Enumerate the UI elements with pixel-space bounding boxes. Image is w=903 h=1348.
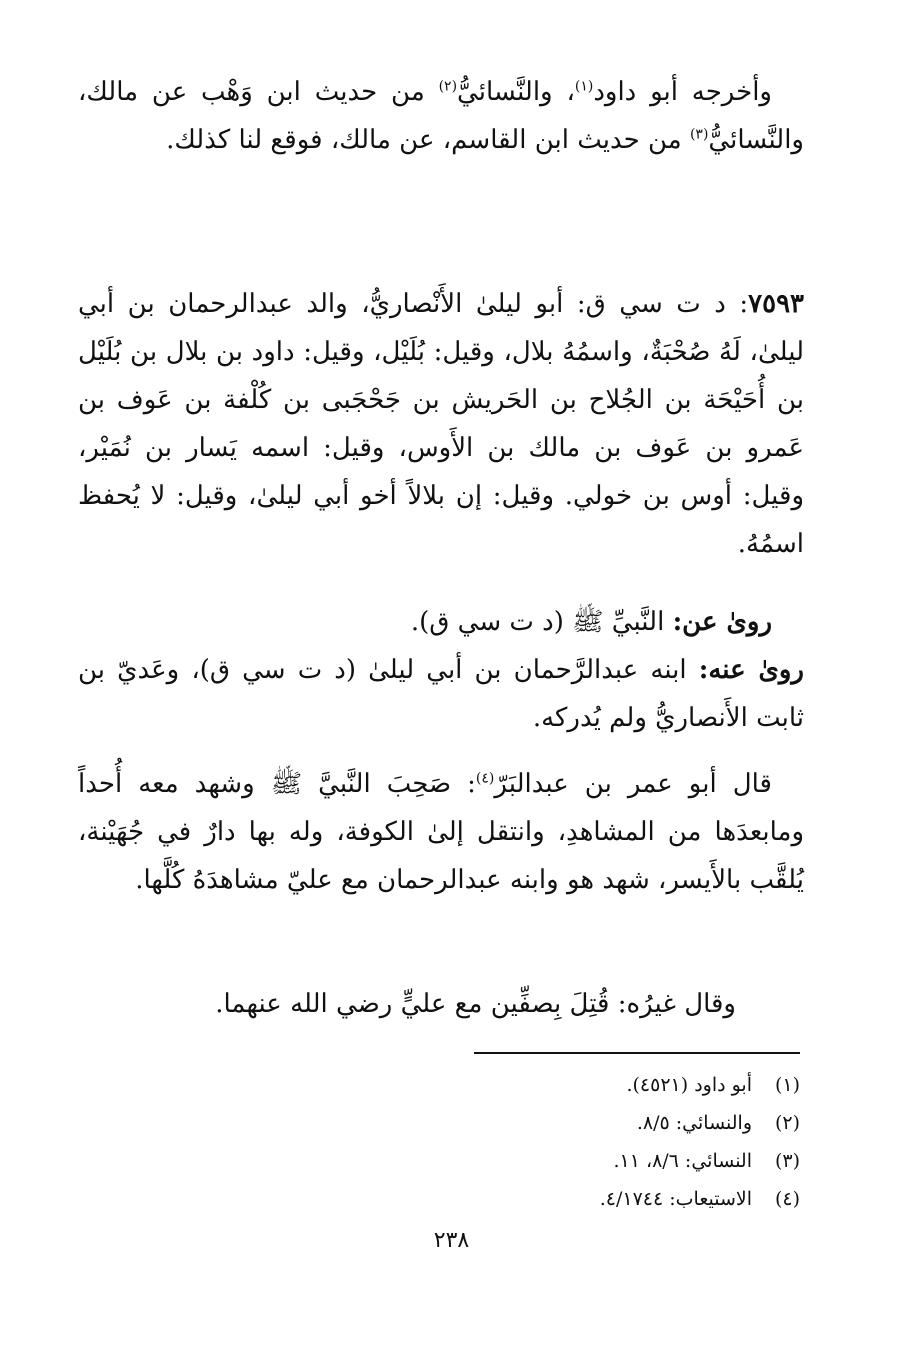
paragraph-text: من حديث ابن القاسم، عن مالك، فوقع لنا كذلك.: [166, 125, 690, 155]
footnote-number: (٢): [774, 1112, 800, 1134]
footnote-reference[interactable]: (٢): [438, 78, 458, 95]
footnote-number: (٣): [774, 1150, 800, 1172]
paragraph-text: وقال غيرُه: قُتِلَ بِصفِّين مع عليٍّ رضي الله عنهما.: [215, 989, 736, 1019]
narrated-from-line: [78, 598, 804, 646]
footnote-reference[interactable]: (٤): [475, 770, 495, 787]
footnote-text: والنسائي: ٨/٥.: [636, 1112, 752, 1134]
narrated-from-text: النَّبيِّ ﷺ (د ت سي ق).: [410, 607, 673, 637]
narrated-by-label: روىٰ عنه:: [698, 655, 804, 685]
footnote-number: (١): [774, 1074, 800, 1096]
paragraph-text: ، والنَّسائيُّ: [457, 77, 575, 107]
paragraph-text: وأخرجه أبو داود: [593, 77, 772, 107]
footnote-item: [300, 1180, 800, 1218]
paragraph-takhrij: [78, 68, 804, 164]
page-number: ٢٣٨: [433, 1228, 470, 1253]
footnote-text: أبو داود (٤٥٢١).: [626, 1074, 752, 1096]
narrated-from-label: روىٰ عن:: [672, 607, 772, 637]
narrated-by-text: ابنه عبدالرَّحمان بن أبي ليلىٰ (د ت سي ق)، وعَديّ بن ثابت الأَنصاريُّ ولم يُدركه.: [78, 655, 804, 733]
footnote-text: الاستيعاب: ٤/١٧٤٤.: [599, 1188, 752, 1210]
paragraph-text: : صَحِبَ النَّبيَّ ﷺ وشهد معه أُحداً ومابعدَها من المشاهدِ، وانتقل إلىٰ الكوفة، وله بها دارٌ في جُهَيْنة، يُلقَّب بالأَيسر، شهد هو وابنه عبدالرحمان مع عليّ مشاهدَهُ كُلَّها.: [78, 769, 804, 895]
paragraph-death: [78, 980, 804, 1028]
footnote-divider: [474, 1052, 800, 1054]
footnote-item: [300, 1104, 800, 1142]
footnote-number: (٤): [774, 1188, 800, 1210]
narrated-by-line: [78, 646, 804, 742]
footnote-item: [300, 1142, 800, 1180]
entry-number: ٧٥٩٣: [748, 289, 804, 319]
footnotes: [300, 1066, 800, 1218]
footnote-reference[interactable]: (٣): [689, 126, 709, 143]
footnote-reference[interactable]: (١): [574, 78, 594, 95]
footnote-item: [300, 1066, 800, 1104]
entry-text: : د ت سي ق: أبو ليلىٰ الأَنْصاريُّ، والد عبدالرحمان بن أبي ليلىٰ، لَهُ صُحْبَةٌ، واسمُهُ بلال، وقيل: بُلَيْل، وقيل: داود بن بلال بن بُلَيْل بن أُحَيْحَة بن الجُلاح بن الحَريش بن جَحْجَبى بن كُلْفة بن عَوف بن عَمرو بن عَوف بن مالك بن الأَوس، وقيل: اسمه يَسار بن نُمَيْر، وقيل: أوس بن خولي. وقيل: إن بلالاً أخو أبي ليلىٰ، وقيل: لا يُحفظ اسمُهُ.: [78, 289, 804, 559]
paragraph-text: قال أبو عمر بن عبدالبَرّ: [494, 769, 772, 799]
narration-section: [78, 598, 804, 742]
paragraph-ibn-abdulbarr: [78, 760, 804, 904]
paragraph-text: من حديث ابن وَهْب عن مالك، والنَّسائيُّ: [78, 77, 804, 155]
footnote-text: النسائي: ٨/٦، ١١.: [613, 1150, 752, 1172]
biography-entry: [78, 280, 804, 568]
